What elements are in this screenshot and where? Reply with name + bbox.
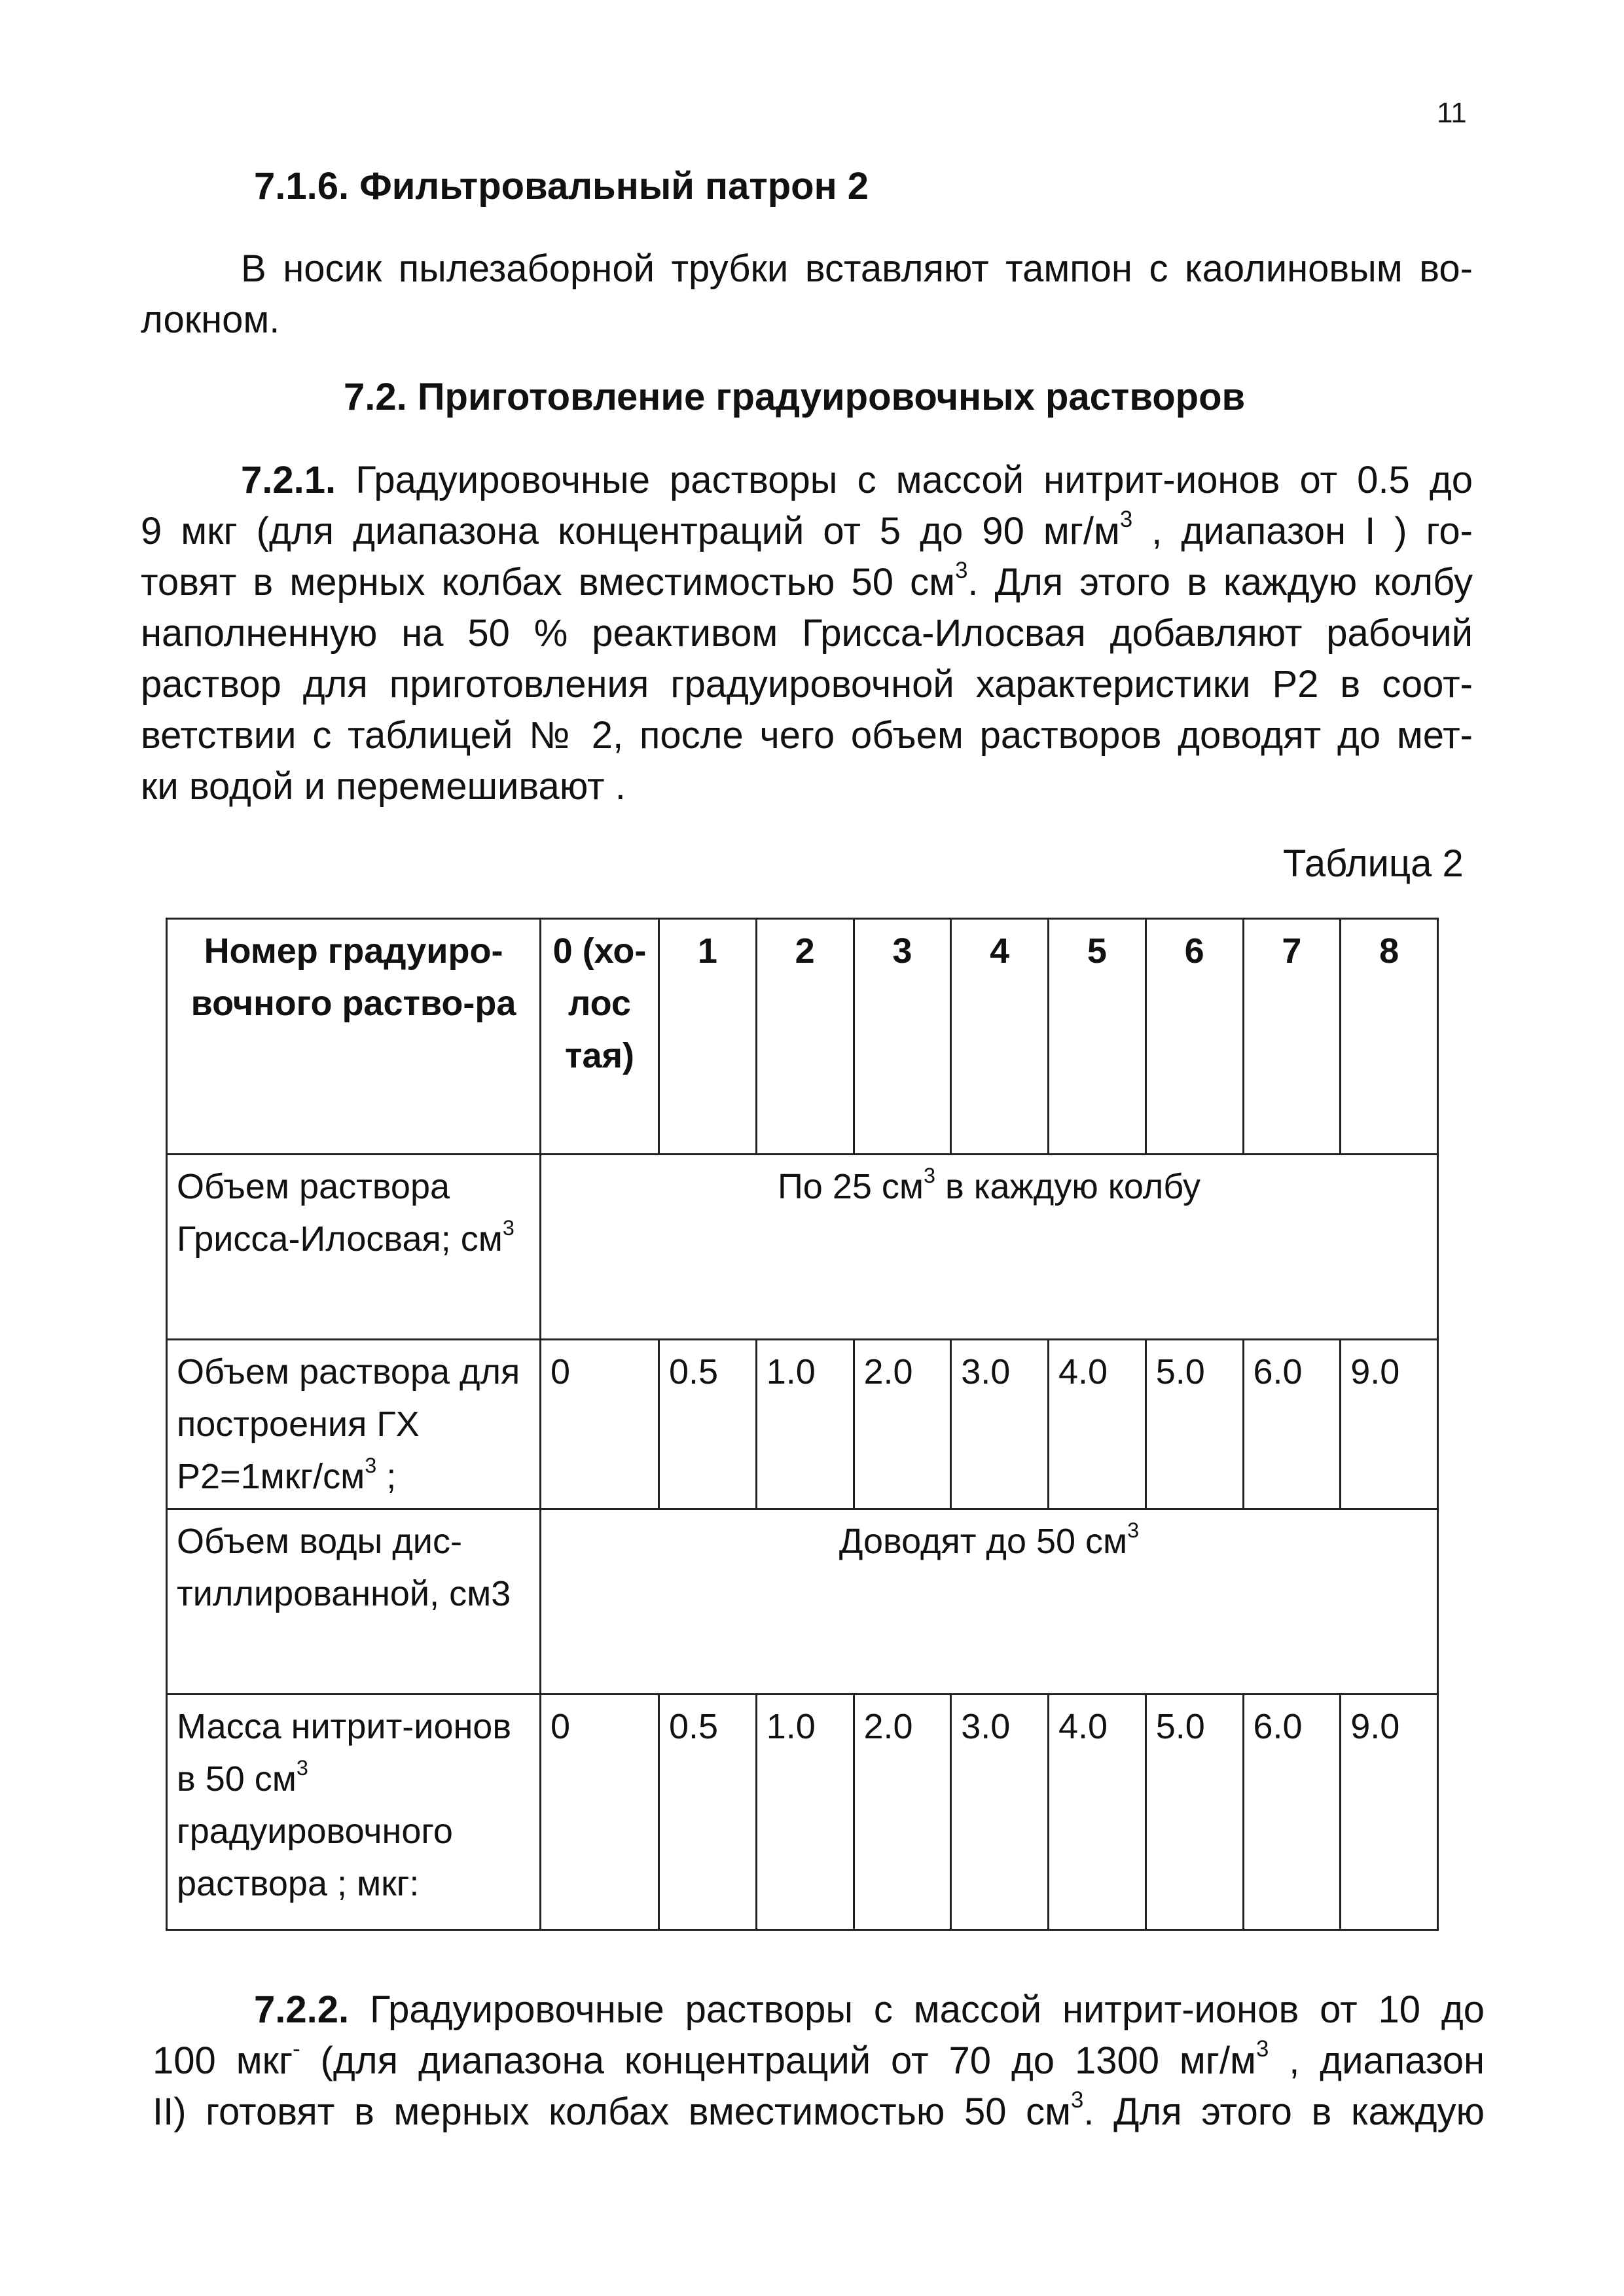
header-col-2: 2 — [756, 919, 854, 1155]
section-7-2-1-line-4: наполненную на 50 % реактивом Грисса-Илосвая добавляют рабочий — [141, 612, 1473, 655]
header-col-3: 3 — [854, 919, 951, 1155]
section-7-2-2-line-2: 100 мкг- (для диапазона концентраций от 70 до 1300 $мг/м^3$ , диапазон — [153, 2036, 1485, 2082]
header-label-cell: Номер градуиро-вочного раство-ра — [167, 919, 541, 1155]
table-cell: 1.0 — [756, 1695, 854, 1930]
table-row-nitrite-mass — [167, 1695, 1438, 1930]
table-cell: 3.0 — [951, 1340, 1049, 1509]
table-caption: Таблица 2 — [1283, 842, 1464, 885]
section-7-2-1-line-2: 9 мкг (для диапазона концентраций от 5 до 90 $мг/м^3$ , диапазон I ) го- — [141, 507, 1473, 552]
table-cell: 1.0 — [756, 1340, 854, 1509]
table-row-working-solution — [167, 1340, 1438, 1509]
table-cell: 0 — [541, 1695, 659, 1930]
section-7-2-2-line-1: 7.2.2. Градуировочные растворы с массой нитрит-ионов от 10 до — [254, 1988, 1485, 2031]
section-7-2-1-line-1: 7.2.1. Градуировочные растворы с массой нитрит-ионов от 0.5 до — [241, 459, 1473, 501]
page-number: 11 — [1437, 97, 1467, 129]
row-label-working-solution: Объем раствора для построения ГХ $Р2=1мкг/см^3$ ; — [167, 1340, 541, 1509]
header-col-4: 4 — [951, 919, 1049, 1155]
section-7-1-6-line-1: В носик пылезаборной трубки вставляют тампон с каолиновым во- — [241, 247, 1473, 290]
section-7-2-2-line-3: II) готовят в мерных колбах вместимостью 50 $см^3$. Для этого в каждую — [153, 2087, 1485, 2133]
section-7-1-6-heading: 7.1.6. Фильтровальный патрон 2 — [254, 165, 869, 207]
table-cell: 9.0 — [1341, 1695, 1438, 1930]
table-cell: 4.0 — [1049, 1695, 1146, 1930]
section-7-2-1-line-5: раствор для приготовления градуировочной характеристики Р2 в соот- — [141, 663, 1473, 706]
table-cell: 0.5 — [659, 1695, 757, 1930]
table-row-griess-volume — [167, 1155, 1438, 1340]
table-cell: 2.0 — [854, 1340, 951, 1509]
table-cell: 0.5 — [659, 1340, 757, 1509]
header-col-0: 0 (хо-лос тая) — [541, 919, 659, 1155]
table-cell: 4.0 — [1049, 1340, 1146, 1509]
header-col-7: 7 — [1243, 919, 1341, 1155]
row-value-distilled-water: Доводят до 50 $см^3$ — [541, 1509, 1438, 1695]
row-label-griess-volume: Объем раствора Грисса-Илосвая; $см^3$ — [167, 1155, 541, 1340]
table-cell: 0 — [541, 1340, 659, 1509]
section-7-2-1-line-7: ки водой и перемешивают . — [141, 765, 626, 808]
calibration-table — [166, 918, 1439, 1931]
table-header-row — [167, 919, 1438, 1155]
table-row-distilled-water — [167, 1509, 1438, 1695]
table-cell: 2.0 — [854, 1695, 951, 1930]
table-cell: 5.0 — [1146, 1695, 1243, 1930]
header-col-6: 6 — [1146, 919, 1243, 1155]
table-cell: 5.0 — [1146, 1340, 1243, 1509]
table-cell: 9.0 — [1341, 1340, 1438, 1509]
table-cell: 3.0 — [951, 1695, 1049, 1930]
header-col-8: 8 — [1341, 919, 1438, 1155]
row-label-distilled-water: Объем воды дис-тиллированной, см3 — [167, 1509, 541, 1695]
section-7-2-1-number: 7.2.1. — [241, 459, 336, 501]
section-7-2-heading: 7.2. Приготовление градуировочных растворов — [344, 376, 1246, 418]
header-col-1: 1 — [659, 919, 757, 1155]
section-7-2-2-number: 7.2.2. — [254, 1988, 350, 2031]
header-col-5: 5 — [1049, 919, 1146, 1155]
table-cell: 6.0 — [1243, 1695, 1341, 1930]
section-7-2-1-line-6: ветствии с таблицей № 2, после чего объем растворов доводят до мет- — [141, 714, 1473, 757]
row-label-nitrite-mass: Масса нитрит-ионов в 50 $см^3$ градуировочного раствора ; мкг: — [167, 1695, 541, 1930]
row-value-griess-volume: По 25 $см^3$ в каждую колбу — [541, 1155, 1438, 1340]
section-7-1-6-line-2: локном. — [141, 298, 280, 341]
section-7-2-1-line-3: товят в мерных колбах вместимостью 50 $см^3$. Для этого в каждую колбу — [141, 558, 1473, 603]
table-cell: 6.0 — [1243, 1340, 1341, 1509]
